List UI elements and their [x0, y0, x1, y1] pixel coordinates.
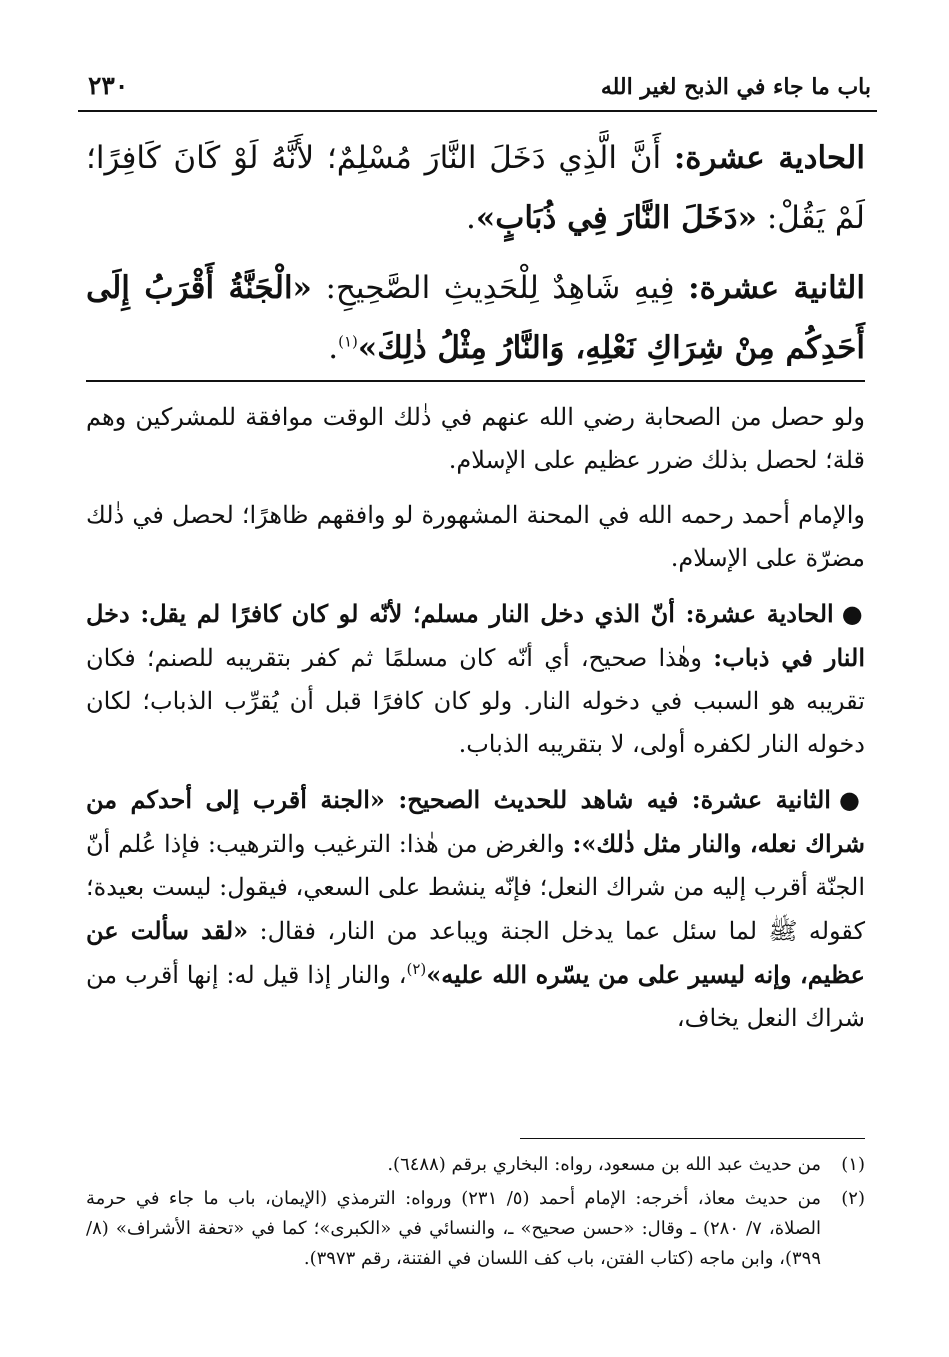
matn-end-12: . — [328, 330, 339, 366]
sharh-paragraph-4 — [86, 778, 865, 1040]
matn-label-11: الحادية عشرة: — [673, 140, 865, 176]
matn-paragraph-12 — [86, 258, 865, 378]
footnote-number: (٢) — [841, 1188, 865, 1209]
chapter-title: باب ما جاء في الذبح لغير الله — [600, 74, 871, 100]
matn-end-11: . — [466, 200, 476, 236]
footnote-number: (١) — [841, 1154, 865, 1175]
running-header — [88, 52, 871, 100]
sharh-heading-12: الثانية عشرة: فيه شاهد للحديث الصحيح: «الجنة أقرب إلى أحدكم من شراك نعله، والنار مثل ذٰلك»: — [86, 785, 865, 858]
matn-quote-12: «الْجَنَّةُ أَقْرَبُ إِلَى أَحَدِكُم مِنْ شِرَاكِ نَعْلِهِ، وَالنَّارُ مِثْلُ ذٰلِكَ» — [86, 270, 865, 366]
header-rule — [78, 110, 877, 112]
footnote-rule — [520, 1138, 865, 1139]
sharh-paragraph-2: والإمام أحمد رحمه الله في المحنة المشهورة لو وافقهم ظاهرًا؛ لحصل في ذٰلك مضرّة على الإسلام. — [86, 501, 865, 572]
bullet-icon: ● — [838, 785, 865, 814]
footnote-item — [86, 1184, 865, 1274]
matn-body-12: فِيهِ شَاهِدٌ لِلْحَدِيثِ الصَّحِيحِ: — [311, 270, 689, 306]
sharh-body-11: وهٰذا صحيح، أي أنّه كان مسلمًا ثم كفر بتقريبه للصنم؛ فكان تقريبه هو السبب في دخوله النار. ولو كان كافرًا قبل أن يُقرِّب الذباب؛ لكان دخوله النار لكفره أولى، لا بتقريبه الذباب. — [86, 644, 865, 758]
footnote-ref-1: (١) — [338, 332, 358, 351]
sharh-paragraph-1: ولو حصل من الصحابة رضي الله عنهم في ذٰلك الوقت موافقة للمشركين وهم قلة؛ لحصل بذلك ضرر عظيم على الإسلام. — [86, 403, 865, 474]
page-number: ٢٣٠ — [88, 71, 129, 100]
footnotes — [86, 1150, 865, 1278]
matn-quote-11: «دَخَلَ النَّارَ فِي ذُبَابٍ» — [475, 200, 757, 236]
sharh-paragraph-3 — [86, 592, 865, 766]
footnote-ref-2: (٢) — [406, 960, 427, 978]
matn-label-12: الثانية عشرة: — [688, 270, 865, 306]
section-separator — [86, 380, 865, 382]
sharh-text — [86, 396, 865, 1052]
sharh-end-12: ، والنار إذا قيل له: إنها أقرب من شراك النعل يخاف، — [86, 961, 865, 1032]
footnote-text: من حديث عبد الله بن مسعود، رواه: البخاري برقم (٦٤٨٨). — [387, 1154, 821, 1175]
matn-body-11: أَنَّ الَّذِي دَخَلَ النَّارَ مُسْلِمٌ؛ لأَنَّهُ لَوْ كَانَ كَافِرًا؛ لَمْ يَقُلْ: — [86, 140, 865, 236]
matn-paragraph-11 — [86, 128, 865, 248]
hadith-quote: «لقد سألت عن عظيم، وإنه ليسير على من يسّره الله عليه» — [86, 916, 865, 989]
bullet-icon: ● — [841, 599, 865, 628]
sharh-heading-11: الحادية عشرة: أنّ الذي دخل النار مسلم؛ لأنّه لو كان كافرًا لم يقل: دخل النار في ذباب: — [86, 599, 866, 672]
footnote-text: من حديث معاذ، أخرجه: الإمام أحمد (٥/ ٢٣١) ورواه: الترمذي (الإيمان، باب ما جاء في حرمة الصلاة، ٧/ ٢٨٠) ـ وقال: «حسن صحيح» ـ، والنسائي في «الكبرى»؛ كما في «تحفة الأشراف» (٨/ ٣٩٩)، وابن ماجه (كتاب الفتن، باب كف اللسان في الفتنة، رقم ٣٩٧٣). — [86, 1188, 822, 1269]
sharh-body-12: والغرض من هٰذا: الترغيب والترهيب: فإذا عُلم أنّ الجنّة أقرب إليه من شراك النعل؛ فإنّه ينشط على السعي، فيقول: ليست بعيدة؛ كقوله ﷺ لما سئل عما يدخل الجنة ويباعد من النار، فقال: — [86, 830, 866, 945]
matn-text — [86, 128, 865, 388]
footnote-item — [86, 1150, 865, 1180]
